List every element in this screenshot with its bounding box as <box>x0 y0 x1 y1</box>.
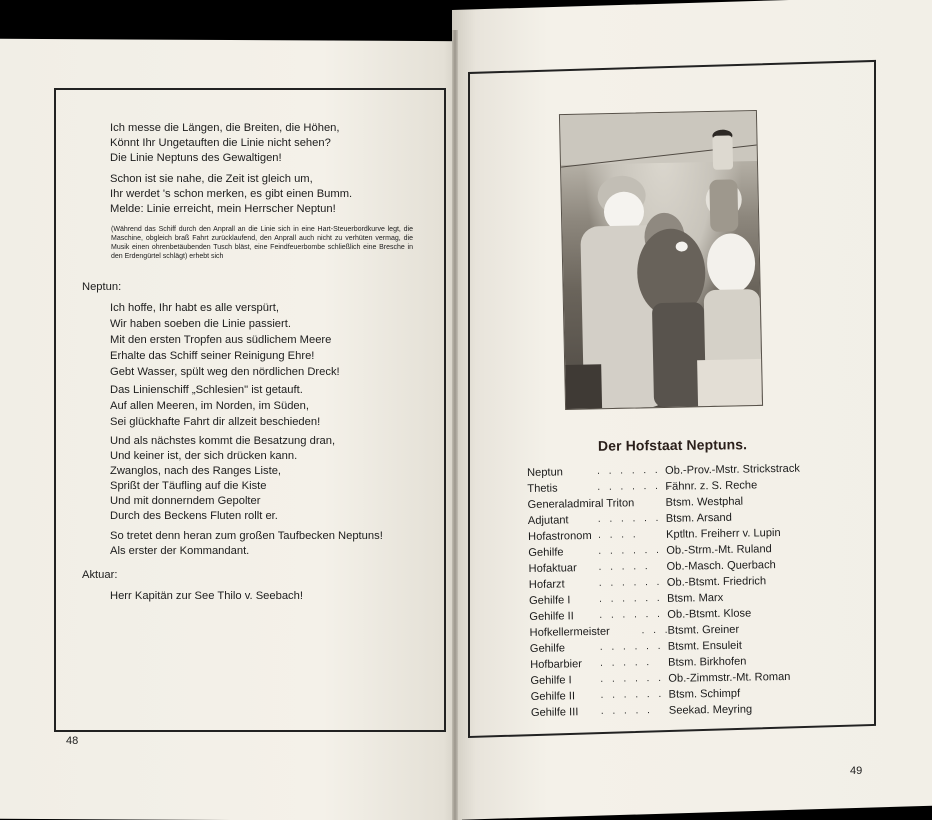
speaker-neptun: Neptun: <box>82 281 122 293</box>
crew-member: Btsm. Arsand <box>665 511 732 525</box>
verse-line: Und als nächstes kommt die Besatzung dran, <box>110 435 336 447</box>
role-title: Gehilfe III <box>530 706 579 719</box>
crew-member: Btsm. Schimpf <box>668 687 741 701</box>
crew-member: Ob.-Btsmt. Friedrich <box>666 575 767 589</box>
role-title: Hofbarbier <box>530 658 583 671</box>
verse-line: Und keiner ist, der sich drücken kann. <box>110 450 298 462</box>
page-number-left: 48 <box>66 735 79 747</box>
crew-member: Btsm. Marx <box>667 591 724 605</box>
leader-dots: . . . . <box>598 529 639 541</box>
role-title: Neptun <box>527 466 563 479</box>
leader-dots: . . . . . . . <box>597 480 673 493</box>
leader-dots: . . . . . . <box>597 512 662 525</box>
crew-member: Ob.-Prov.-Mstr. Strickstrack <box>665 462 800 477</box>
verse-line: Mit den ersten Tropfen aus südlichem Meere <box>110 334 332 346</box>
crew-member: Ob.-Masch. Querbach <box>666 559 776 573</box>
verse-line: Erhalte das Schiff seiner Reinigung Ehre! <box>110 350 315 362</box>
section-heading: Der Hofstaat Neptuns. <box>597 436 748 454</box>
crew-member: Btsmt. Ensuleit <box>667 639 742 653</box>
role-title: Hofarzt <box>528 578 565 591</box>
leader-dots: . . . . . <box>600 705 653 717</box>
verse-line: Melde: Linie erreicht, mein Herrscher Neptun! <box>110 203 336 215</box>
verse-line: Und mit donnerndem Gepolter <box>110 495 261 507</box>
verse-line: Wir haben soeben die Linie passiert. <box>110 318 291 330</box>
role-title: Hofaktuar <box>528 562 577 575</box>
leader-dots: . . . . . <box>598 561 651 573</box>
verse-line: Als erster der Kommandant. <box>110 545 250 557</box>
role-title: Thetis <box>527 482 558 495</box>
leader-dots: . . . . . . <box>599 608 664 621</box>
role-title: Gehilfe <box>528 546 564 559</box>
leader-dots: . . . <box>641 624 671 637</box>
verse-line: Ich messe die Längen, die Breiten, die Höhen, <box>110 122 340 134</box>
role-title: Hofastronom <box>528 529 592 543</box>
crew-member: Ob.-Zimmstr.-Mt. Roman <box>668 670 791 685</box>
verse-line: Sprißt der Täufling auf die Kiste <box>110 480 267 492</box>
role-title: Adjutant <box>527 514 569 527</box>
crew-member: Ob.-Btsmt. Klose <box>667 607 752 621</box>
verse-line: Ihr werdet 's schon merken, es gibt einen Bumm. <box>110 188 353 200</box>
role-title: Gehilfe I <box>529 594 571 607</box>
verse-line: Gebt Wasser, spült weg den nördlichen Dreck! <box>110 366 340 378</box>
leader-dots: . . . . . . <box>599 640 664 653</box>
verse-line: Schon ist sie nahe, die Zeit ist gleich um, <box>110 173 313 185</box>
verse-line: Zwanglos, nach des Ranges Liste, <box>110 465 282 477</box>
crew-member: Btsm. Westphal <box>665 495 744 509</box>
verse-line: Durch des Beckens Fluten rollt er. <box>110 510 278 522</box>
leader-dots: . . . . . . <box>598 544 663 557</box>
role-title: Gehilfe I <box>530 674 572 687</box>
role-title: Generaladmiral Triton <box>527 497 635 511</box>
leader-dots: . . . . . . . <box>598 576 675 589</box>
verse-line: So tretet denn heran zum großen Taufbecken Neptuns! <box>110 530 383 542</box>
stage-direction: (Während das Schiff durch den Anprall an die Linie sich in eine Hart-Steuerbordkurve legt, die Maschine, obgleich braß Fahrt zurücklaufend, den Anprall auch nicht zu verhüten vermag, die Musik einen ohrenbetäubenden Tusch bläst, eine Feindfeuerbombe schließlich eine Bresche in den Erdengürtel schlägt) erhebt sich <box>111 226 413 260</box>
verse-line: Sei glückhafte Fahrt dir allzeit beschieden! <box>110 416 321 428</box>
book-gutter <box>452 30 458 820</box>
crew-member: Kptltn. Freiherr v. Lupin <box>666 527 781 541</box>
leader-dots: . . . . . . <box>599 592 663 605</box>
verse-line: Ich hoffe, Ihr habt es alle verspürt, <box>110 302 279 314</box>
role-title: Gehilfe <box>529 642 566 655</box>
aktuar-line: Herr Kapitän zur See Thilo v. Seebach! <box>110 590 303 602</box>
crew-member: Ob.-Strm.-Mt. Ruland <box>666 543 772 557</box>
crew-member: Btsmt. Greiner <box>667 623 740 637</box>
crew-member: Seekad. Meyring <box>668 703 753 717</box>
leader-dots: . . . . . . <box>597 464 661 477</box>
leader-dots: . . . . . . <box>600 688 665 701</box>
verse-line: Die Linie Neptuns des Gewaltigen! <box>110 152 282 164</box>
page-number-right: 49 <box>850 765 863 777</box>
speaker-aktuar: Aktuar: <box>82 569 118 581</box>
photo-content <box>560 111 762 409</box>
verse-line: Das Linienschiff „Schlesien" ist getauft. <box>110 384 303 396</box>
role-title: Gehilfe II <box>530 690 576 703</box>
crew-member: Fähnr. z. S. Reche <box>665 479 758 493</box>
role-title: Gehilfe II <box>529 610 574 623</box>
role-title: Hofkellermeister <box>529 625 610 639</box>
leader-dots: . . . . . . <box>600 672 665 685</box>
neptune-ceremony-photo <box>559 110 763 410</box>
leader-dots: . . . . . <box>600 657 653 669</box>
verse-line: Könnt Ihr Ungetauften die Linie nicht sehen? <box>110 137 331 149</box>
crew-member: Btsm. Birkhofen <box>668 655 747 669</box>
verse-line: Auf allen Meeren, im Norden, im Süden, <box>110 400 309 412</box>
hofstaat-list <box>527 460 851 721</box>
